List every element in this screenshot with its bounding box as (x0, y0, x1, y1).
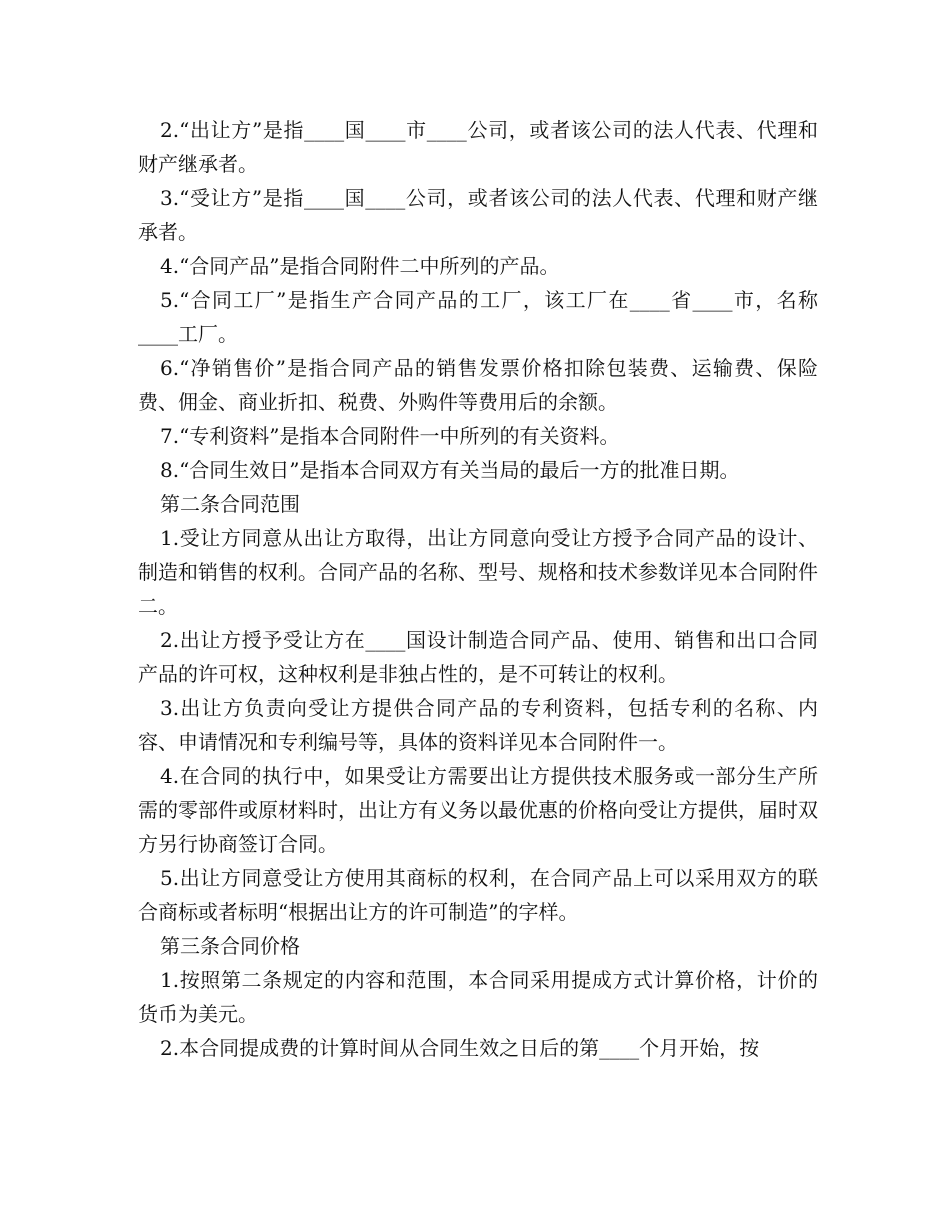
definition-net-sales-price: 6.“净销售价”是指合同产品的销售发票价格扣除包装费、运输费、保险费、佣金、商业折扣、税费、外购件等费用后的余额。 (138, 356, 818, 414)
definition-effective-date: 8.“合同生效日”是指本合同双方有关当局的最后一方的批准日期。 (160, 458, 740, 482)
article-3-heading: 第三条合同价格 (160, 934, 300, 958)
definition-transferor: 2.“出让方”是指____国____市____公司，或者该公司的法人代表、代理和财产继承者。 (138, 118, 818, 176)
definition-transferee: 3.“受让方”是指____国____公司，或者该公司的法人代表、代理和财产继承者。 (138, 186, 818, 244)
scope-clause-2: 2.出让方授予受让方在____国设计制造合同产品、使用、销售和出口合同产品的许可权，这种权利是非独占性的，是不可转让的权利。 (138, 628, 818, 686)
scope-clause-3: 3.出让方负责向受让方提供合同产品的专利资料，包括专利的名称、内容、申请情况和专利编号等，具体的资料详见本合同附件一。 (138, 696, 818, 754)
price-clause-2: 2.本合同提成费的计算时间从合同生效之日后的第____个月开始，按 (160, 1036, 760, 1060)
scope-clause-1: 1.受让方同意从出让方取得，出让方同意向受让方授予合同产品的设计、制造和销售的权利。合同产品的名称、型号、规格和技术参数详见本合同附件二。 (138, 526, 818, 618)
definition-contract-product: 4.“合同产品”是指合同附件二中所列的产品。 (160, 254, 560, 278)
definition-contract-factory: 5.“合同工厂”是指生产合同产品的工厂，该工厂在____省____市，名称____工厂。 (138, 288, 818, 346)
scope-clause-4: 4.在合同的执行中，如果受让方需要出让方提供技术服务或一部分生产所需的零部件或原材料时，出让方有义务以最优惠的价格向受让方提供，届时双方另行协商签订合同。 (138, 764, 818, 856)
article-2-heading: 第二条合同范围 (160, 492, 300, 516)
definition-patent-documents: 7.“专利资料”是指本合同附件一中所列的有关资料。 (160, 424, 620, 448)
scope-clause-5: 5.出让方同意受让方使用其商标的权利，在合同产品上可以采用双方的联合商标或者标明“根据出让方的许可制造”的字样。 (138, 866, 818, 924)
price-clause-1: 1.按照第二条规定的内容和范围，本合同采用提成方式计算价格，计价的货币为美元。 (138, 968, 818, 1026)
